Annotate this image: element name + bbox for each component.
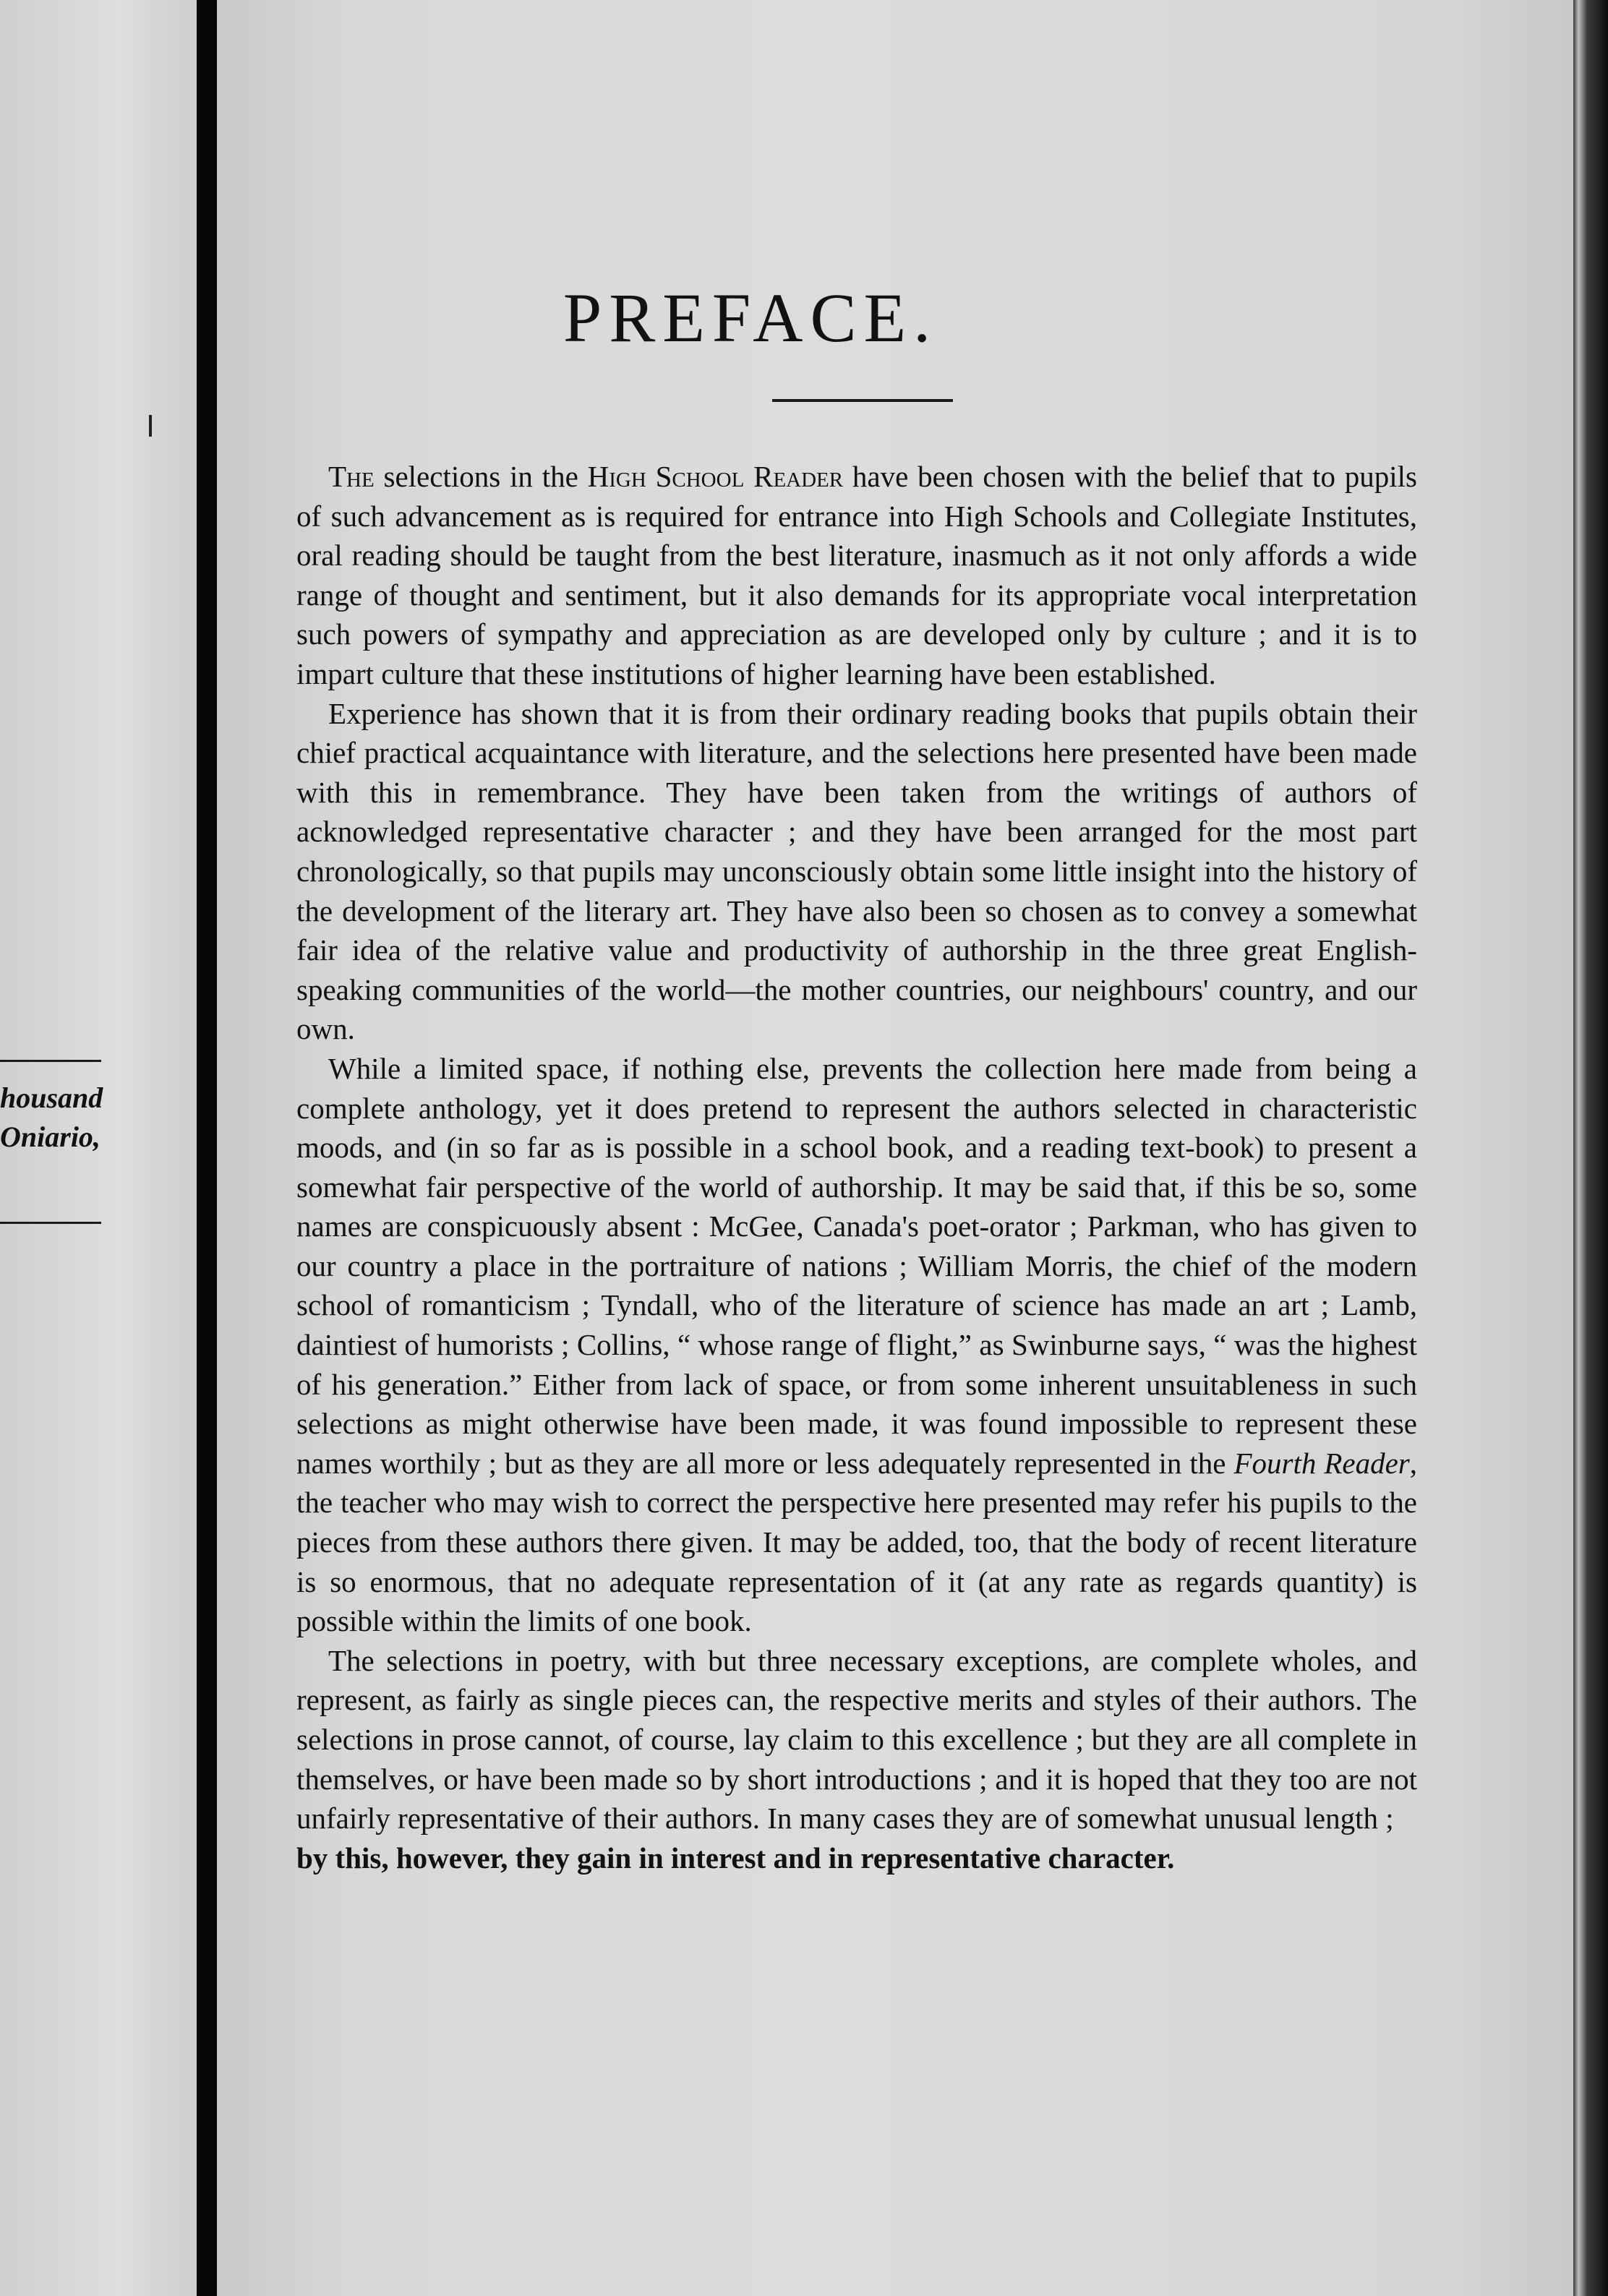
paragraph-1-lead: The bbox=[328, 460, 375, 493]
facing-page-rule-top bbox=[0, 1060, 101, 1062]
paragraph-4-last-line: by this, however, they gain in interest and in representative character. bbox=[296, 1841, 1175, 1875]
paragraph-2: Experience has shown that it is from their ordinary reading books that pupils obtain their chief practical acquaintance with literature, and the selections here presented have been made with this in remembrance. They have been taken from the writings of authors of acknowledged representative character ; and they have been arranged for the most part chronologically, so that pupils may unconsciously obtain some little insight into the history of the development of the literary art. They have also been so chosen as to convey a somewhat fair idea of the relative value and productivity of authorship in the three great English-speaking communities of the world—the mother countries, our neighbours' country, and our own. bbox=[296, 696, 1417, 1046]
facing-page-line-1: housand bbox=[0, 1081, 103, 1114]
fourth-reader-title: Fourth Reader bbox=[1233, 1446, 1410, 1480]
paragraph-1 bbox=[296, 457, 1417, 694]
paragraph-3-text-b: , the teacher who may wish to correct the perspective here presented may refer his pupils to the pieces from these authors there given. It may be added, too, that the body of recent literature is so enormous, that no adequate representation of it (at any rate as regards quantity) is possible within the limits of one book. bbox=[296, 1446, 1417, 1638]
paragraph-1-text: have been chosen with the belief that to pupils of such advancement as is required for entrance into High Schools and Collegiate Institutes, oral reading should be taught from the best literature, inasmuch as it not only affords a wide range of thought and sentiment, but it also demands for its appropriate vocal interpretation such powers of sympathy and appreciation as are developed only by culture ; and it is to impart culture that these institutions of higher learning have been established. bbox=[296, 460, 1418, 690]
paragraph-3 bbox=[296, 1049, 1417, 1641]
facing-page-rule-bottom bbox=[0, 1222, 101, 1224]
page-edge bbox=[1573, 0, 1608, 2296]
book-title: High School Reader bbox=[587, 460, 844, 493]
paragraph-4 bbox=[296, 1641, 1417, 1878]
paragraph-4-text: The selections in poetry, with but three necessary exceptions, are complete wholes, and represent, as fairly as single pieces can, the respective merits and styles of their authors. The selections in prose cannot, of course, lay claim to this excellence ; but they are all complete in themselves, or have been made so by short introductions ; and it is hoped that they too are not unfairly representative of their authors. In many cases they are of somewhat unusual length ; bbox=[296, 1643, 1417, 1835]
paragraph-3-text-a: While a limited space, if nothing else, prevents the collection here made from being a complete anthology, yet it does pretend to represent the authors selected in characteristic moods, and (in so far as is possible in a school book, and a reading text-book) to present a somewhat fair perspective of the world of authorship. It may be said that, if this be so, some names are conspicuously absent : McGee, Canada's poet-orator ; Parkman, who has given to our country a place in the portraiture of nations ; William Morris, the chief of the modern school of romanticism ; Tyndall, who of the literature of science has made an art ; Lamb, daintiest of humorists ; Collins, “ whose range of flight,” as Swinburne says, “ was the highest of his generation.” Either from lack of space, or from some inherent unsuitableness in such selections as might otherwise have been made, it was found impossible to represent these names worthily ; but as they are all more or less adequately represented in the bbox=[296, 1051, 1417, 1480]
page-title: PREFACE. bbox=[563, 279, 938, 356]
preface-body bbox=[296, 457, 1417, 1877]
paragraph-1-intro: selections in the bbox=[374, 460, 588, 493]
facing-page-line-2: Oniario, bbox=[0, 1121, 100, 1153]
title-rule bbox=[772, 399, 953, 402]
facing-page-mark bbox=[149, 415, 152, 437]
